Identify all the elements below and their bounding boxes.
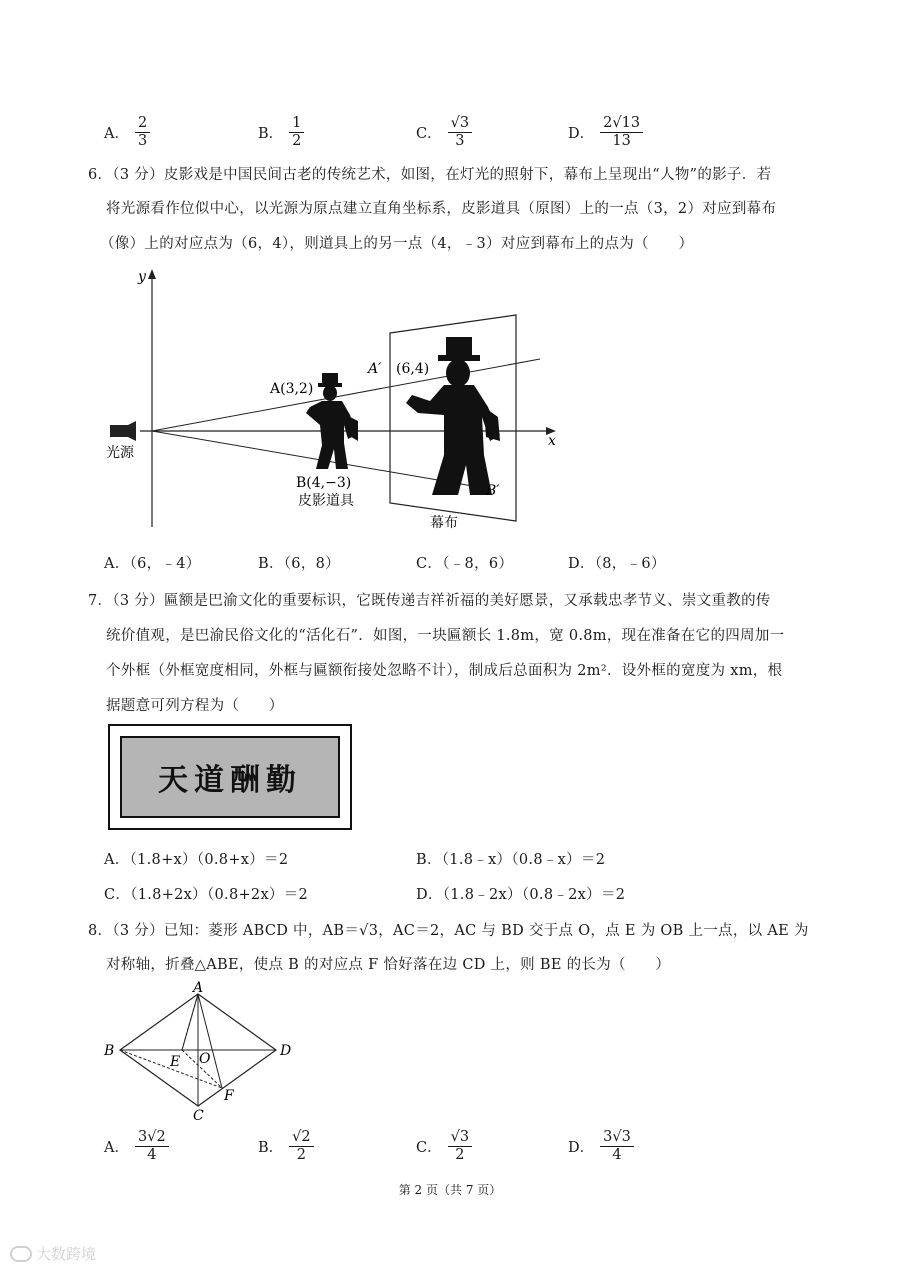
watermark: 大数跨境 — [10, 1243, 96, 1264]
fraction: $\frac{√3}{3}$ — [448, 116, 472, 149]
small-puppet-silhouette — [306, 373, 358, 469]
fraction: $\frac{1}{2}$ — [289, 116, 304, 149]
q7-stem-line1: 7．（3 分）匾额是巴渝文化的重要标识，它既传递吉祥祈福的美好愿景，又承载忠孝节义、崇文重教的传 — [88, 593, 771, 609]
page-footer: 第 2 页（共 7 页） — [398, 1183, 502, 1197]
point-b-label: B(4,−3) — [296, 475, 352, 491]
q6-option-a: A．（6，﹣4） — [104, 556, 201, 572]
q8-option-d: D． $\frac{3√3}{4}$ — [568, 1130, 634, 1163]
q8-option-a: A． $\frac{3√2}{4}$ — [104, 1130, 169, 1163]
plaque-figure — [108, 724, 352, 830]
q6-option-b: B．（6，8） — [258, 556, 340, 572]
vertex-c-label: C — [193, 1108, 204, 1124]
fraction: $\frac{√3}{2}$ — [448, 1130, 472, 1163]
q8-option-c: C． $\frac{√3}{2}$ — [416, 1130, 472, 1163]
x-axis-label: x — [548, 433, 556, 449]
q7-stem-line3: 个外框（外框宽度相同，外框与匾额衔接处忽略不计），制成后总面积为 2m²．设外框的宽度为 xm，根 — [106, 663, 783, 679]
prop-label: 皮影道具 — [298, 493, 354, 509]
vertex-d-label: D — [280, 1043, 292, 1059]
q6-stem-line1: 6．（3 分）皮影戏是中国民间古老的传统艺术，如图，在灯光的照射下，幕布上呈现出“人物”的影子．若 — [88, 167, 772, 183]
q6-stem-line2: 将光源看作位似中心，以光源为原点建立直角坐标系，皮影道具（原图）上的一点（3，2）对应到幕布 — [106, 201, 777, 217]
q5-option-a: A． $\frac{2}{3}$ — [104, 116, 150, 149]
point-e-label: E — [170, 1054, 181, 1070]
fraction: $\frac{3√3}{4}$ — [600, 1130, 634, 1163]
fraction: $\frac{3√2}{4}$ — [135, 1130, 169, 1163]
point-b-prime-label: B′ — [486, 483, 500, 499]
light-source-label: 光源 — [106, 445, 134, 461]
rhombus-figure — [100, 978, 310, 1124]
q7-option-a: A．（1.8+x）（0.8+x）＝2 — [104, 852, 289, 868]
q6-stem-line3: （像）上的对应点为（6，4），则道具上的另一点（4，﹣3）对应到幕布上的点为（ ） — [100, 236, 694, 252]
point-f-label: F — [224, 1088, 234, 1104]
q7-option-d: D．（1.8﹣2x）（0.8﹣2x）＝2 — [416, 887, 626, 903]
watermark-logo-icon — [10, 1246, 32, 1262]
fraction: $\frac{√2}{2}$ — [289, 1130, 313, 1163]
q8-stem-line1: 8．（3 分）已知：菱形 ABCD 中，AB＝√3，AC＝2，AC 与 BD 交于点 O，点 E 为 OB 上一点，以 AE 为 — [88, 923, 809, 939]
q8-stem-line2: 对称轴，折叠△ABE，使点 B 的对应点 F 恰好落在边 CD 上，则 BE 的长为（ ） — [106, 957, 671, 973]
light-source-icon — [110, 421, 136, 441]
point-a-prime-label: A′ — [368, 361, 382, 377]
plaque-inner — [120, 736, 340, 818]
fraction: $\frac{2√13}{13}$ — [600, 116, 643, 149]
q7-option-c: C．（1.8+2x）（0.8+2x）＝2 — [104, 887, 309, 903]
plaque-calligraphy: 天道酬勤 — [158, 763, 302, 798]
q5-option-c: C． $\frac{√3}{3}$ — [416, 116, 472, 149]
y-axis-label: y — [138, 269, 146, 285]
q7-stem-line2: 统价值观，是巴渝民俗文化的“活化石”．如图，一块匾额长 1.8m，宽 0.8m，现在准备在它的四周加一 — [106, 628, 785, 644]
fraction: $\frac{2}{3}$ — [135, 116, 150, 149]
screen-label: 幕布 — [430, 515, 458, 531]
point-o-label: O — [199, 1051, 211, 1067]
q7-stem-line4: 据题意可列方程为（ ） — [106, 698, 284, 714]
shadow-puppet-figure — [100, 265, 580, 540]
q6-option-d: D．（8，﹣6） — [568, 556, 666, 572]
point-a-prime-coord: (6,4) — [396, 361, 430, 377]
q5-option-b: B． $\frac{1}{2}$ — [258, 116, 304, 149]
q8-option-b: B． $\frac{√2}{2}$ — [258, 1130, 314, 1163]
q6-option-c: C．（﹣8，6） — [416, 556, 514, 572]
q7-option-b: B．（1.8﹣x）（0.8﹣x）＝2 — [416, 852, 606, 868]
vertex-a-label: A — [193, 980, 204, 996]
q5-option-d: D． $\frac{2√13}{13}$ — [568, 116, 643, 149]
point-a-label: A(3,2) — [270, 381, 314, 397]
vertex-b-label: B — [104, 1043, 115, 1059]
